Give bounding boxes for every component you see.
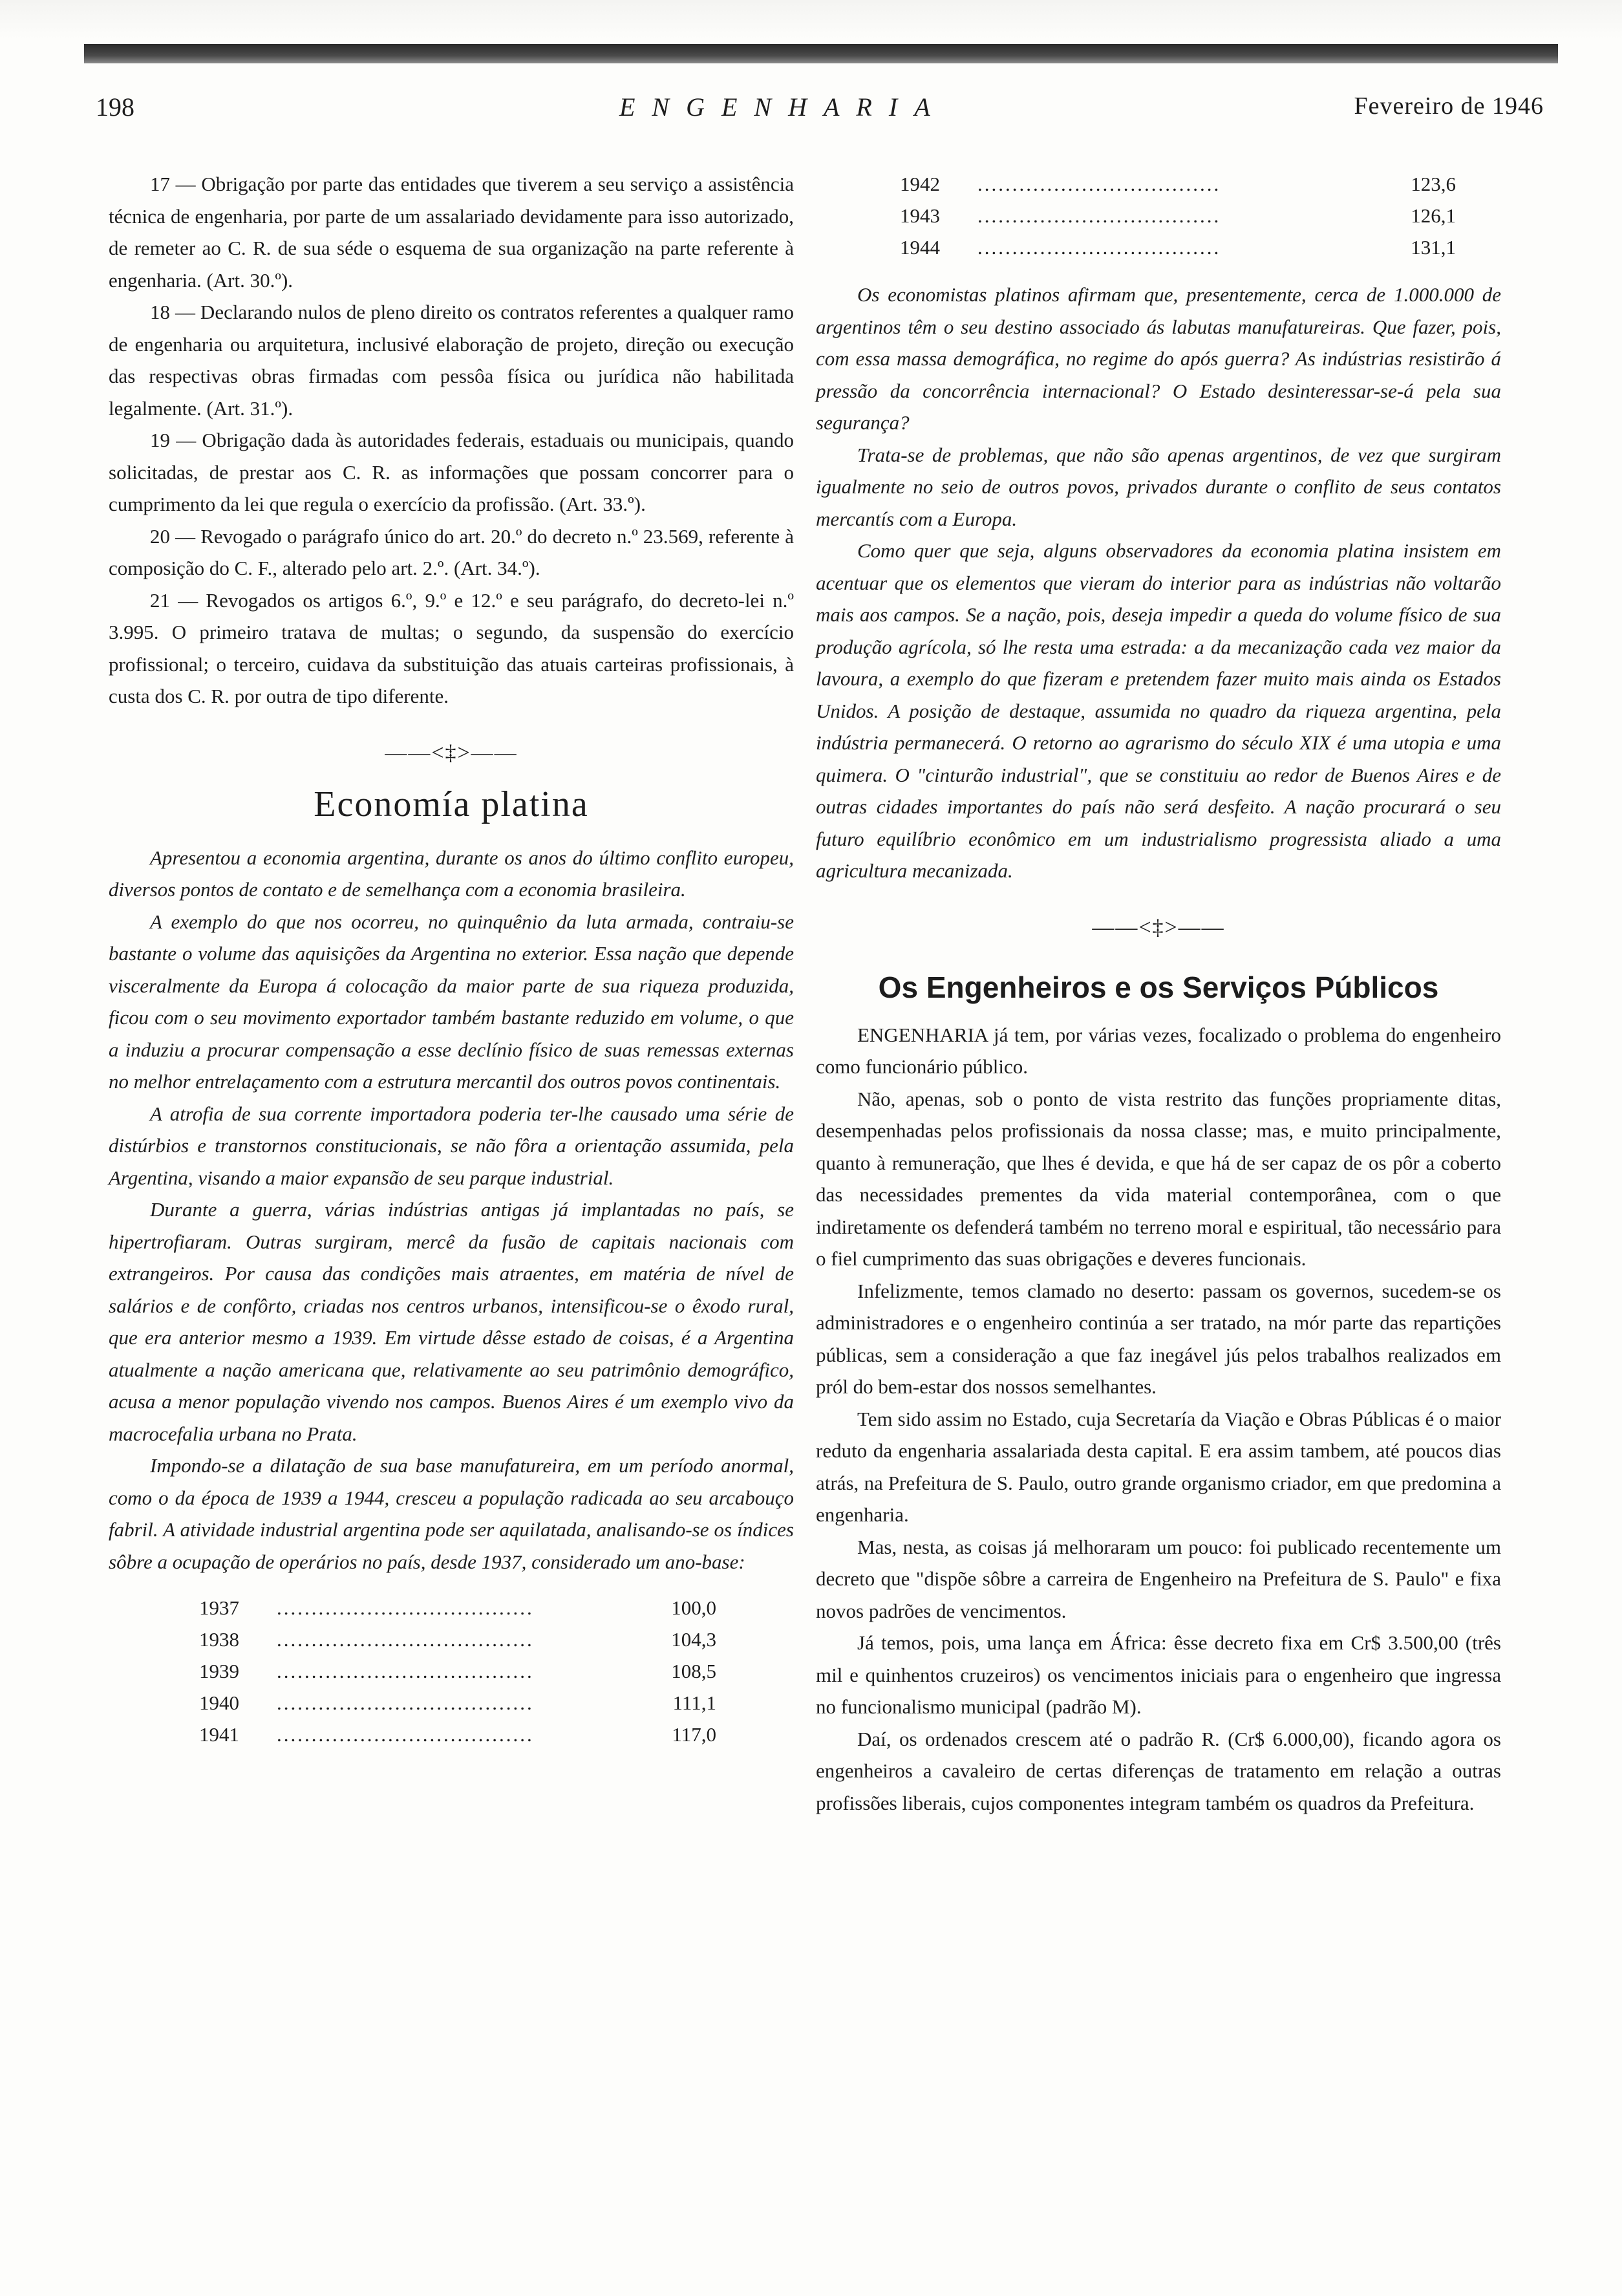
employment-index-table [199, 1592, 716, 1750]
table-row [900, 200, 1456, 231]
value-cell: 108,5 [671, 1660, 716, 1682]
legal-item: 19 — Obrigação dada às autoridades federais, estaduais ou municipais, quando solicitadas, de prestar aos C. R. as informações que possam concorrer para o cumprimento da lei que regula o exercício da profissão. (Art. 33.º). [109, 429, 794, 515]
legal-item: 18 — Declarando nulos de pleno direito os contratos referentes a qualquer ramo de engenharia ou arquitetura, inclusivé elaboração de projeto, direção ou execução das respectivas obras firmadas com pessôa física ou jurídica não habilitada legalmente. (Art. 31.º). [109, 301, 794, 420]
year-cell: 1942 [900, 173, 940, 195]
leader-dots: ..................................... [277, 1628, 534, 1651]
legal-item: 17 — Obrigação por parte das entidades que tiverem a seu serviço a assistência técnica de engenharia, por parte de um assalariado devidamente para isso autorizado, de remeter ao C. R. de sua séde o esquema de sua organização na parte referente à engenharia. (Art. 30.º). [109, 173, 794, 292]
table-row [199, 1687, 716, 1719]
section-paragraph: Mas, nesta, as coisas já melhoraram um pouco: foi publicado recentemente um decreto que "dispõe sôbre a carreira de Engenheiro na Prefeitura de S. Paulo" e fixa novos padrões de vencimentos. [816, 1535, 1501, 1622]
value-cell: 100,0 [671, 1596, 716, 1619]
year-cell: 1941 [199, 1723, 239, 1746]
value-cell: 131,1 [1411, 236, 1456, 259]
value-cell: 111,1 [672, 1691, 716, 1714]
section-paragraph: ENGENHARIA já tem, por várias vezes, focalizado o problema do engenheiro como funcionário público. [816, 1023, 1501, 1078]
employment-index-table-continued [900, 168, 1456, 263]
page-top-edge [0, 0, 1622, 39]
legal-item: 20 — Revogado o parágrafo único do art. 20.º do decreto n.º 23.569, referente à composição do C. F., alterado pelo art. 2.º. (Art. 34.º). [109, 524, 794, 579]
table-row [199, 1624, 716, 1655]
year-cell: 1944 [900, 236, 940, 259]
article-body [109, 842, 794, 1578]
section-paragraph: Daí, os ordenados crescem até o padrão R. (Cr$ 6.000,00), ficando agora os engenheiros a cavaleiro de certas diferenças de tratamento em relação a outras profissões liberais, cujos componentes integram também os quadros da Prefeitura. [816, 1727, 1501, 1814]
scan-top-rule [84, 44, 1558, 63]
article-paragraph: Os economistas platinos afirmam que, presentemente, cerca de 1.000.000 de argentinos têm o seu destino associado ás labutas manufatureiras. Que fazer, pois, com essa massa demográfica, no regime do após guerra? As indústrias resistirão á pressão da concorrência internacional? O Estado desinteressar-se-á pela sua segurança? [816, 283, 1501, 434]
page-header [96, 92, 1544, 131]
year-cell: 1939 [199, 1660, 239, 1682]
section-paragraph: Tem sido assim no Estado, cuja Secretaría da Viação e Obras Públicas é o maior reduto da engenharia assalariada desta capital. E era assim tambem, até poucos dias atrás, na Prefeitura de S. Paulo, outro grande organismo criador, em que predomina a engenharia. [816, 1407, 1501, 1526]
leader-dots: ................................... [977, 204, 1221, 227]
article-paragraph: Apresentou a economia argentina, durante os anos do último conflito europeu, diversos pontos de contato e de semelhança com a economia brasileira. [109, 846, 794, 901]
year-cell: 1938 [199, 1628, 239, 1651]
year-cell: 1937 [199, 1596, 239, 1619]
table-row [199, 1655, 716, 1687]
left-column [109, 168, 794, 1750]
leader-dots: ................................... [977, 236, 1221, 259]
section-ornament: ——<‡>—— [1092, 915, 1225, 939]
year-cell: 1943 [900, 204, 940, 227]
article-paragraph: A exemplo do que nos ocorreu, no quinquênio da luta armada, contraiu-se bastante o volume das aquisições da Argentina no exterior. Essa nação que depende visceralmente da Europa á colocação da maior parte de sua riqueza produzida, ficou com o seu movimento exportador também bastante reduzido em volume, o que a induziu a procurar compensação a esse declínio físico de suas remessas externas no melhor entrelaçamento com a estrutura mercantil dos outros povos continentais. [109, 910, 794, 1093]
article-paragraph: Impondo-se a dilatação de sua base manufatureira, em um período anormal, como o da época de 1939 a 1944, cresceu a população radicada ao seu arcabouço fabril. A atividade industrial argentina pode ser aquilatada, analisando-se os índices sôbre a ocupação de operários no país, desde 1937, considerado um ano-base: [109, 1454, 794, 1573]
leader-dots: ..................................... [277, 1596, 534, 1619]
value-cell: 126,1 [1411, 204, 1456, 227]
journal-title: ENGENHARIA [619, 92, 947, 122]
table-row [199, 1719, 716, 1750]
right-column [816, 168, 1501, 1819]
article-paragraph: Como quer que seja, alguns observadores da economia platina insistem em acentuar que os elementos que vieram do interior para as indústrias não voltarão mais aos campos. Se a nação, pois, deseja impedir a queda do volume físico de sua produção agrícola, só lhe resta uma estrada: a da mecanização cada vez maior da lavoura, a exemplo do que fizeram e pretendem fazer muito mais ainda os Estados Unidos. A posição de destaque, assumida no quadro da riqueza argentina, pela indústria permanecerá. O retorno ao agrarismo do século XIX é uma utopia e uma quimera. O "cinturão industrial", que se constituiu ao redor de Buenos Aires e de outras cidades importantes do país não será desfeito. A nação procurará o seu futuro equilíbrio econômico em um industrialismo progressista aliado a uma agricultura mecanizada. [816, 539, 1501, 882]
issue-date: Fevereiro de 1946 [1354, 92, 1544, 120]
section-body [816, 1019, 1501, 1819]
leader-dots: ..................................... [277, 1691, 534, 1714]
section-title: Os Engenheiros e os Serviços Públicos [878, 970, 1439, 1004]
article-title: Economía platina [314, 784, 589, 824]
leader-dots: ................................... [977, 173, 1221, 195]
table-row [900, 168, 1456, 200]
legal-item: 21 — Revogados os artigos 6.º, 9.º e 12.º e seu parágrafo, do decreto-lei n.º 3.995. O primeiro tratava de multas; o segundo, da suspensão do exercício profissional; o terceiro, cuidava da substituição das atuais carteiras profissionais, à custa dos C. R. por outra de tipo diferente. [109, 588, 794, 707]
value-cell: 104,3 [671, 1628, 716, 1651]
leader-dots: ..................................... [277, 1660, 534, 1682]
table-row [199, 1592, 716, 1624]
legal-items [109, 168, 794, 713]
leader-dots: ..................................... [277, 1723, 534, 1746]
value-cell: 117,0 [672, 1723, 716, 1746]
article-paragraph: Durante a guerra, várias indústrias antigas já implantadas no país, se hipertrofiaram. Outras surgiram, mercê da fusão de capitais nacionais com extrangeiros. Por causa das condições mais atraentes, em matéria de nível de salários e de confôrto, criadas nos centros urbanos, intensificou-se o êxodo rural, que era anterior mesmo a 1939. Em virtude dêsse estado de coisas, é a Argentina atualmente a nação americana que, relativamente ao seu patrimônio demográfico, acusa a menor população vivendo nos campos. Buenos Aires é um exemplo vivo da macrocefalia urbana no Prata. [109, 1198, 794, 1445]
section-paragraph: Infelizmente, temos clamado no deserto: passam os governos, sucedem-se os administradores e o engenheiro continúa a ser tratado, na mór parte das repartições públicas, sem a consideração a que faz inegável jús pelos trabalhos realizados em pról do bem-estar dos nossos semelhantes. [816, 1279, 1501, 1398]
section-paragraph: Não, apenas, sob o ponto de vista restrito das funções propriamente ditas, desempenhadas pelos profissionais da nossa classe; mas, e muito principalmente, quanto à remuneração, que lhes é devida, e que há de ser capaz de os pôr a coberto das necessidades prementes da vida material contemporânea, com o que indiretamente os defenderá também no terreno moral e espiritual, tão necessário para o fiel cumprimento das suas obrigações e deveres funcionais. [816, 1087, 1501, 1270]
section-ornament: ——<‡>—— [385, 740, 518, 765]
page-number: 198 [96, 92, 134, 122]
section-paragraph: Já temos, pois, uma lança em África: êsse decreto fixa em Cr$ 3.500,00 (três mil e quinhentos cruzeiros) os vencimentos iniciais para o engenheiro que ingressa no funcionalismo municipal (padrão M). [816, 1631, 1501, 1718]
year-cell: 1940 [199, 1691, 239, 1714]
article-paragraph: A atrofia de sua corrente importadora poderia ter-lhe causado uma série de distúrbios e transtornos constitucionais, se não fôra a orientação assumida, pela Argentina, visando a maior expansão de seu parque industrial. [109, 1102, 794, 1189]
value-cell: 123,6 [1411, 173, 1456, 195]
article-paragraph: Trata-se de problemas, que não são apenas argentinos, de vez que surgiram igualmente no seio de outros povos, privados durante o conflito de seus contatos mercantís com a Europa. [816, 443, 1501, 530]
article-body-continued [816, 279, 1501, 887]
table-row [900, 231, 1456, 263]
